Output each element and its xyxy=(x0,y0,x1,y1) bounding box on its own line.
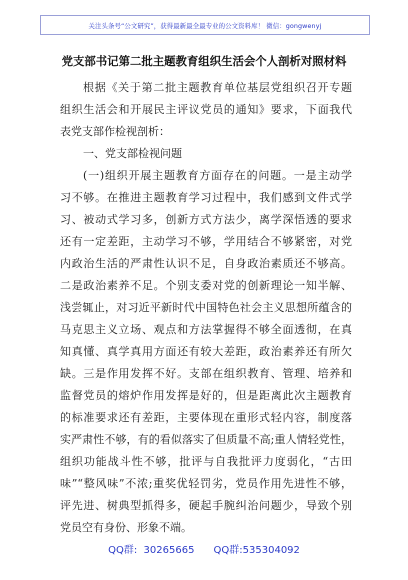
document-title: 党支部书记第二批主题教育组织生活会个人剖析对照材料 xyxy=(61,54,347,68)
body-line: 缺。三是作用发挥不好。支部在组织教育、管理、培养和 xyxy=(60,367,352,380)
body-line: 习不够。在推进主题教育学习过程中，我们感到文件式学 xyxy=(60,191,352,204)
body-line: (一)组织开展主题教育方面存在的问题。一是主动学 xyxy=(83,169,352,182)
body-line: 组织功能战斗性不够，批评与自我批评力度弱化，“古田 xyxy=(60,455,352,468)
body-line: 的标准要求还有差距，主要体现在重形式轻内容，制度落 xyxy=(60,411,352,424)
body-line: 监督党员的熔炉作用发挥是好的，但是距离此次主题教育 xyxy=(60,389,352,402)
body-line: 还有一定差距，主动学习不够，学用结合不够紧密，对党 xyxy=(60,235,352,248)
section-heading: 一、党支部检视问题 xyxy=(83,147,182,160)
body-line: 党员空有身份、形象不端。 xyxy=(60,521,192,534)
header-banner xyxy=(40,15,370,35)
footer-qq-groups: QQ群: 30265665 QQ群:535304092 xyxy=(108,545,300,556)
body-line: 习、被动式学习多，创新方式方法少，离学深悟透的要求 xyxy=(60,213,352,226)
body-line: 知真懂、真学真用方面还有较大差距，政治素养还有所欠 xyxy=(60,345,352,358)
body-line: 实严肃性不够，有的看似落实了但质量不高;重人情轻党性， xyxy=(60,433,352,446)
body-line: 马克思主义立场、观点和方法掌握得不够全面透彻，在真 xyxy=(60,323,352,336)
document-body xyxy=(60,77,352,539)
body-line: 组织生活会和开展民主评议党员的通知》要求，下面我代 xyxy=(60,103,352,116)
body-line: 味”“整风味”不浓;重奖优轻罚劣，党员作用先进性不够， xyxy=(60,477,352,490)
body-line: 表党支部作检视剖析： xyxy=(60,125,170,138)
body-line: 根据《关于第二批主题教育单位基层党组织召开专题 xyxy=(83,81,352,94)
body-line: 内政治生活的严肃性认识不足，自身政治素质还不够高。 xyxy=(60,257,352,270)
body-line: 评先进、树典型抓得多，硬起手腕纠治问题少，导致个别 xyxy=(60,499,352,512)
body-line: 二是政治素养不足。个别支委对党的创新理论一知半解、 xyxy=(60,279,352,292)
header-banner-text: 关注头条号“公文研究”，获得最新最全最专业的公文资料库！ 微信：gongwenyj xyxy=(88,21,322,30)
body-line: 浅尝辄止，对习近平新时代中国特色社会主义思想所蕴含的 xyxy=(60,301,352,314)
